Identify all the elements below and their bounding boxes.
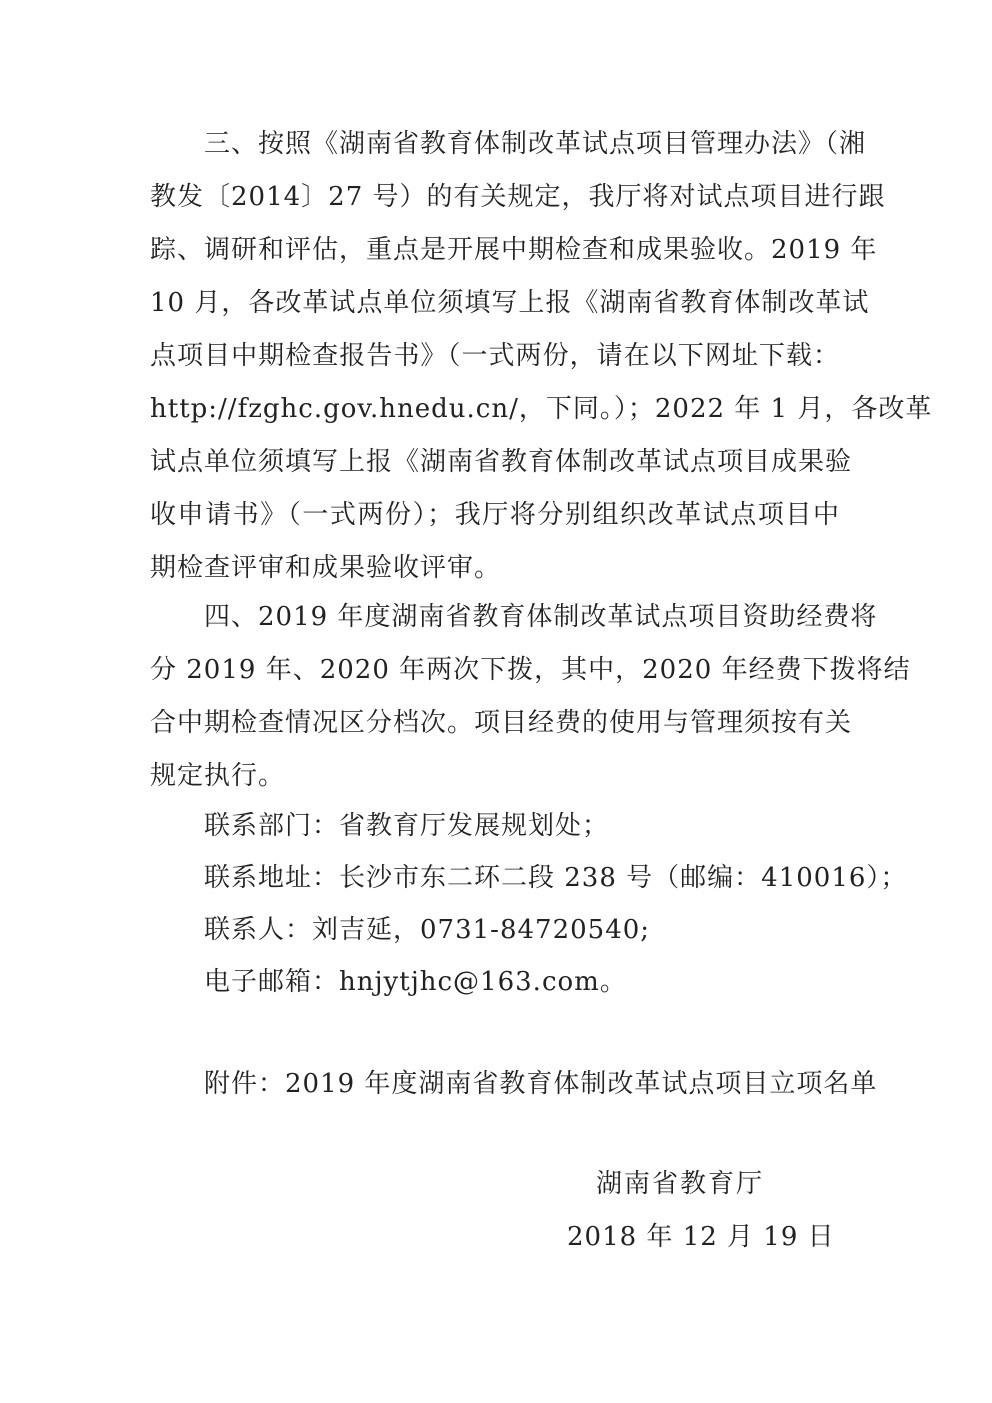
paragraph-line: 踪、调研和评估，重点是开展中期检查和成果验收。2019 年 bbox=[150, 235, 878, 265]
paragraph-line: 规定执行。 bbox=[150, 761, 286, 791]
signature-date: 2018 年 12 月 19 日 bbox=[567, 1222, 835, 1252]
signature-organization: 湖南省教育厅 bbox=[596, 1169, 765, 1199]
paragraph-line: 试点单位须填写上报《湖南省教育体制改革试点项目成果验 bbox=[150, 447, 853, 477]
paragraph-line: 合中期检查情况区分档次。项目经费的使用与管理须按有关 bbox=[150, 708, 853, 738]
paragraph-line: 点项目中期检查报告书》（一式两份，请在以下网址下载： bbox=[150, 341, 840, 371]
contact-email: 电子邮箱：hnjytjhc@163.com。 bbox=[204, 967, 627, 997]
attachment-line: 附件：2019 年度湖南省教育体制改革试点项目立项名单 bbox=[204, 1069, 878, 1099]
paragraph-line: 收申请书》（一式两份）；我厅将分别组织改革试点项目中 bbox=[150, 500, 840, 530]
contact-department: 联系部门：省教育厅发展规划处； bbox=[204, 811, 610, 841]
paragraph-line: 三、按照《湖南省教育体制改革试点项目管理办法》（湘 bbox=[204, 129, 867, 159]
paragraph-line: 10 月，各改革试点单位须填写上报《湖南省教育体制改革试 bbox=[150, 288, 870, 318]
paragraph-line: 分 2019 年、2020 年两次下拨，其中，2020 年经费下拨将结 bbox=[150, 655, 911, 685]
paragraph-line: 教发〔2014〕27 号）的有关规定，我厅将对试点项目进行跟 bbox=[150, 182, 886, 212]
paragraph-line: 四、2019 年度湖南省教育体制改革试点项目资助经费将 bbox=[204, 602, 878, 632]
contact-address: 联系地址：长沙市东二环二段 238 号（邮编：410016）； bbox=[204, 863, 908, 893]
paragraph-line-url: http://fzghc.gov.hnedu.cn/，下同。）；2022 年 1 月，各改革 bbox=[150, 394, 933, 424]
contact-person: 联系人：刘吉延，0731-84720540; bbox=[204, 915, 651, 945]
paragraph-line: 期检查评审和成果验收评审。 bbox=[150, 553, 502, 583]
